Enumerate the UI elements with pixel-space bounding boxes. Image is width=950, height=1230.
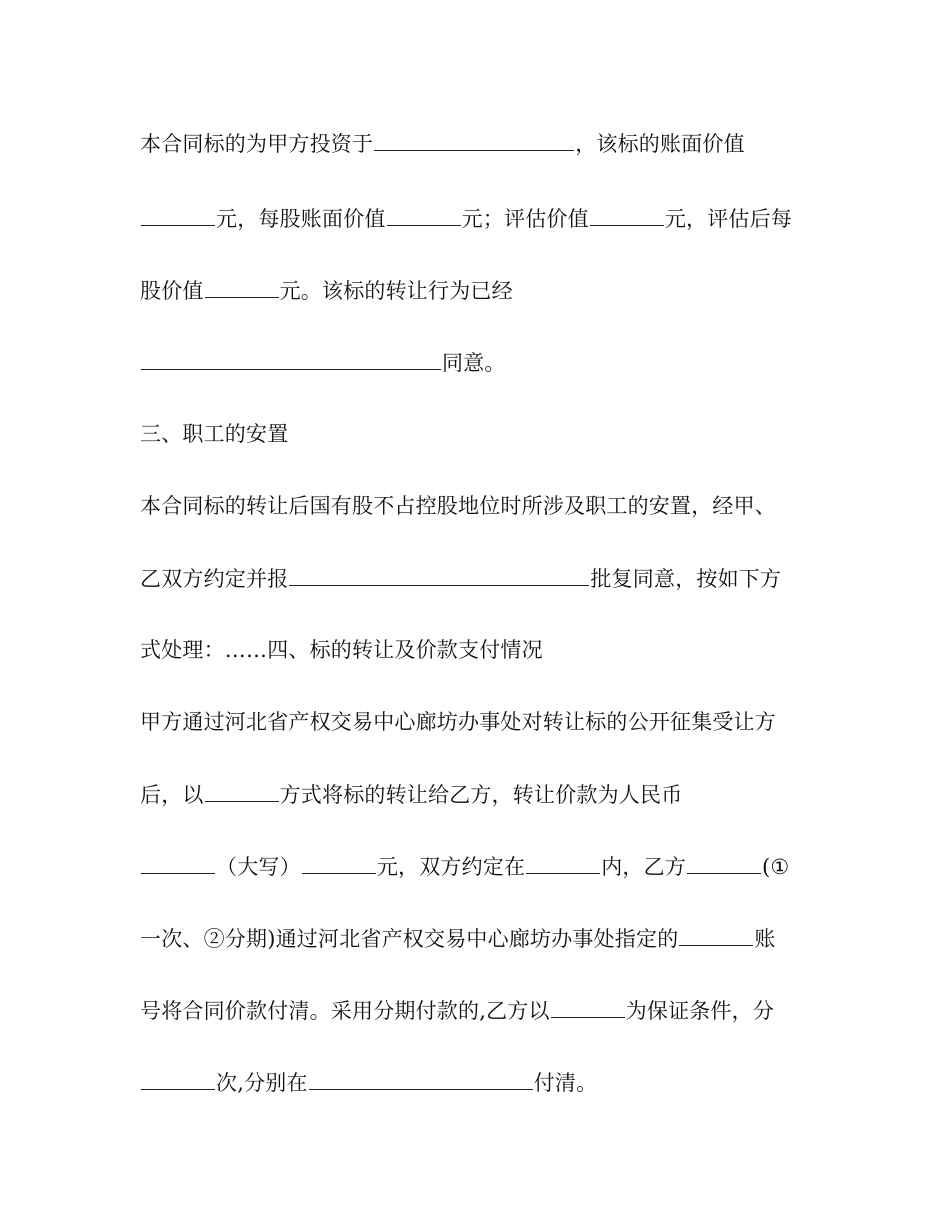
fill-in-blank [551, 995, 625, 1018]
fill-in-blank [387, 203, 461, 226]
fill-in-blank [309, 1067, 533, 1090]
text-segment: 元。该标的转让行为已经 [279, 279, 513, 303]
text-line [140, 635, 820, 665]
text-segment: 次,分别在 [216, 1071, 308, 1095]
text-segment: 一次、②分期)通过河北省产权交易中心廊坊办事处指定的 [140, 927, 679, 951]
fill-in-blank [302, 851, 376, 874]
text-line [140, 923, 820, 954]
text-line [140, 275, 820, 306]
text-segment: 方式将标的转让给乙方，转让价款为人民币 [279, 783, 683, 807]
fill-in-blank [141, 851, 215, 874]
fill-in-blank [679, 923, 753, 946]
text-segment: 元，双方约定在 [376, 855, 526, 879]
text-segment: 元，评估后每 [664, 207, 793, 231]
text-line [140, 563, 820, 594]
text-segment: 号将合同价款付清。采用分期付款的,乙方以 [140, 999, 550, 1023]
text-segment: 账 [754, 927, 776, 951]
text-segment: 式处理：……四、标的转让及价款支付情况 [140, 638, 543, 662]
text-segment: 付清。 [533, 1071, 598, 1095]
text-segment: ，该标的账面价值 [575, 132, 745, 156]
fill-in-blank [141, 1067, 215, 1090]
section-heading [140, 419, 820, 449]
text-line [140, 707, 820, 737]
text-line [140, 851, 820, 882]
fill-in-blank [687, 851, 761, 874]
text-segment: 元，每股账面价值 [216, 207, 386, 231]
fill-in-blank [141, 347, 441, 370]
fill-in-blank [590, 203, 664, 226]
text-line [140, 128, 820, 159]
text-segment: 批复同意，按如下方 [590, 567, 782, 591]
fill-in-blank [289, 563, 589, 586]
fill-in-blank [526, 851, 600, 874]
text-segment: 股价值 [140, 279, 204, 303]
text-line [140, 1067, 820, 1098]
text-line [140, 491, 820, 521]
text-segment: 同意。 [442, 351, 506, 375]
text-segment: 元；评估价值 [461, 207, 589, 231]
text-segment: 本合同标的为甲方投资于 [140, 132, 374, 156]
text-line [140, 347, 820, 378]
fill-in-blank [205, 275, 279, 298]
text-segment: 内，乙方 [601, 855, 687, 879]
text-line [140, 203, 820, 234]
text-segment: 三、职工的安置 [140, 422, 289, 446]
fill-in-blank [205, 779, 279, 802]
text-line [140, 779, 820, 810]
text-segment: 乙双方约定并报 [140, 567, 289, 591]
text-line [140, 995, 820, 1026]
text-segment: （大写） [216, 855, 301, 879]
text-segment: 甲方通过河北省产权交易中心廊坊办事处对转让标的公开征集受让方 [140, 710, 776, 734]
fill-in-blank [374, 128, 574, 151]
text-segment: 后，以 [140, 783, 204, 807]
fill-in-blank [141, 203, 215, 226]
text-segment: (① [762, 855, 790, 879]
text-segment: 为保证条件，分 [625, 999, 775, 1023]
text-segment: 本合同标的转让后国有股不占控股地位时所涉及职工的安置，经甲、 [140, 494, 776, 518]
